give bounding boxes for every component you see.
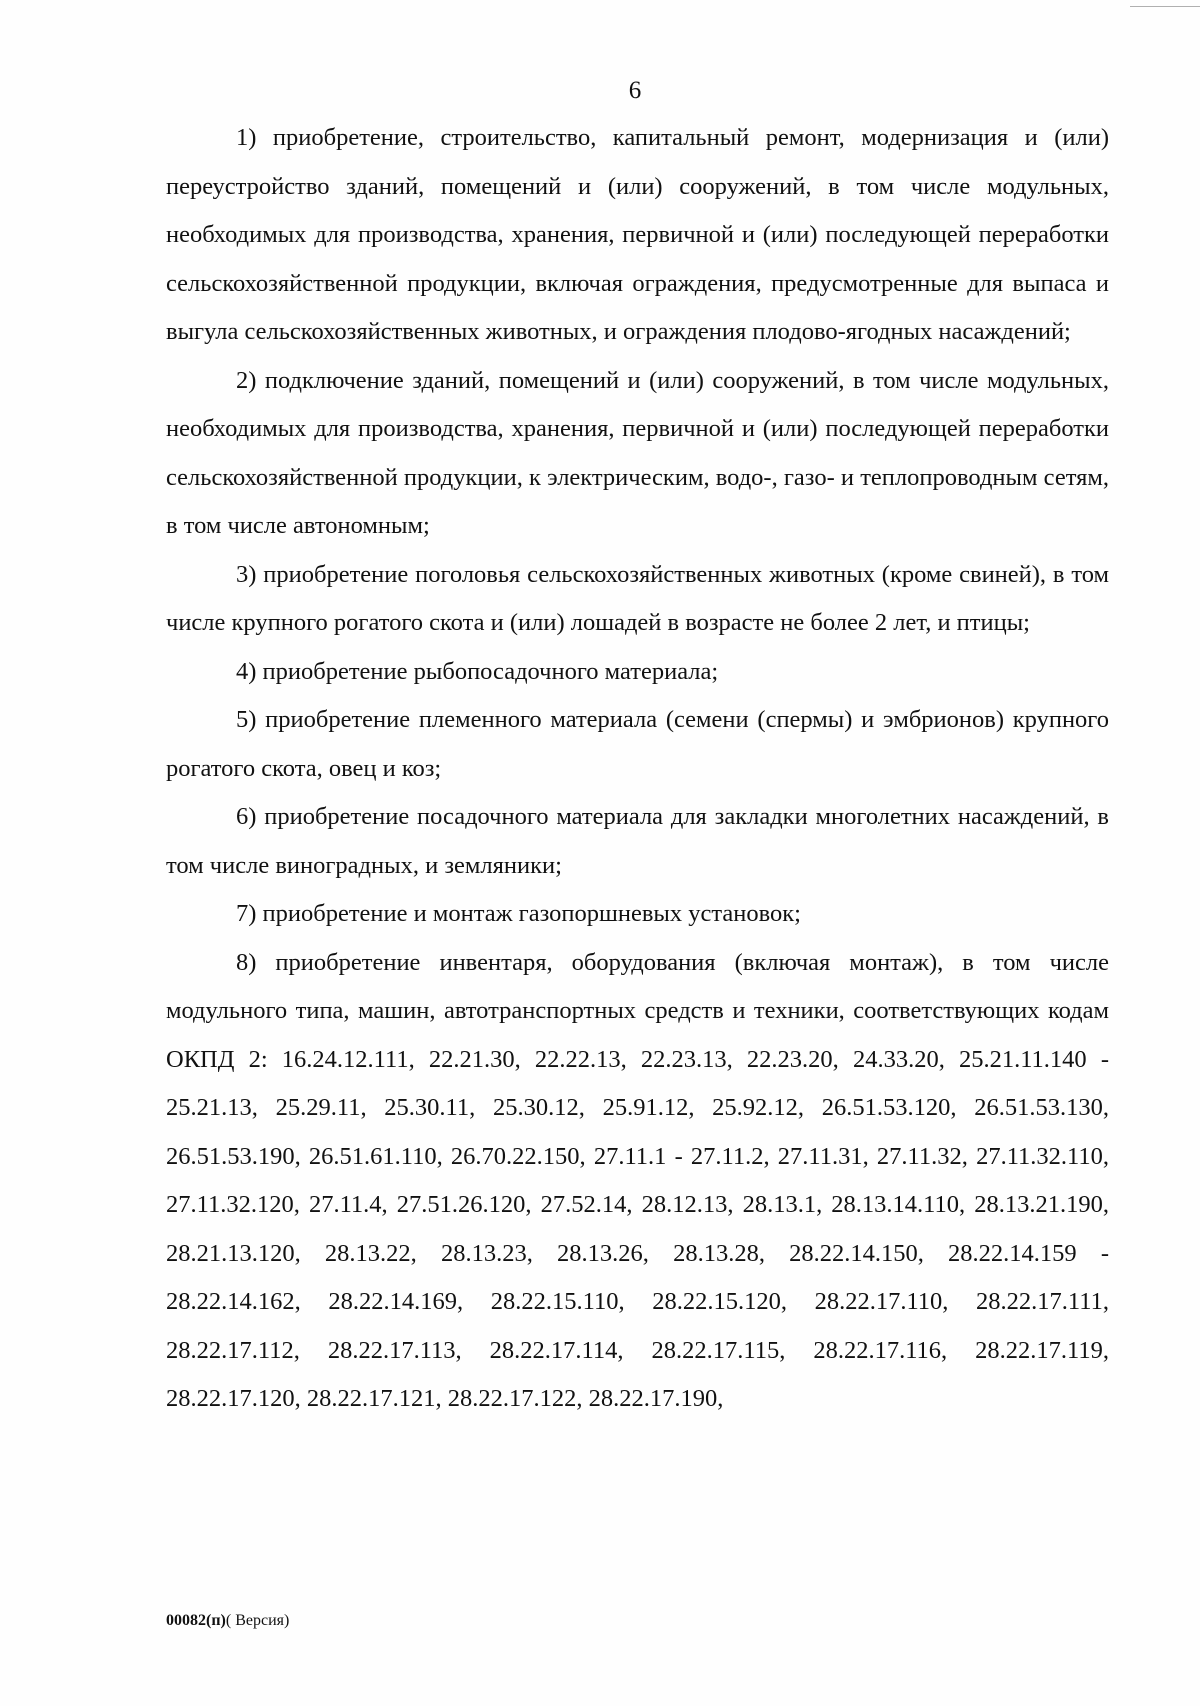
document-body <box>166 114 1109 1424</box>
list-item-5: 5) приобретение племенного материала (семени (спермы) и эмбрионов) крупного рогатого скота, овец и коз; <box>166 706 1109 782</box>
page-number: 6 <box>628 77 642 104</box>
list-item-1: 1) приобретение, строительство, капитальный ремонт, модернизация и (или) переустройство зданий, помещений и (или) сооружений, в том числе модульных, необходимых для производства, хранения, первичной и (или) последующей переработки сельскохозяйственной продукции, включая ограждения, предусмотренные для выпаса и выгула сельскохозяйственных животных, и ограждения плодово-ягодных насаждений; <box>166 124 1109 345</box>
list-item-2: 2) подключение зданий, помещений и (или) сооружений, в том числе модульных, необходимых для производства, хранения, первичной и (или) последующей переработки сельскохозяйственной продукции, к электрическим, водо-, газо- и теплопроводным сетям, в том числе автономным; <box>166 366 1109 539</box>
footer-document-code <box>166 1611 289 1631</box>
list-item-3: 3) приобретение поголовья сельскохозяйственных животных (кроме свиней), в том числе крупного рогатого скота и (или) лошадей в возрасте не более 2 лет, и птицы; <box>166 560 1109 636</box>
footer-version: ( Версия) <box>225 1612 290 1629</box>
footer-code: 00082(п) <box>166 1612 226 1629</box>
list-item-4: 4) приобретение рыбопосадочного материала; <box>236 657 719 685</box>
list-item-7: 7) приобретение и монтаж газопоршневых установок; <box>236 900 801 927</box>
scan-edge-line <box>1130 6 1200 7</box>
list-item-6: 6) приобретение посадочного материала для закладки многолетних насаждений, в том числе виноградных, и земляники; <box>166 803 1109 879</box>
list-item-8: 8) приобретение инвентаря, оборудования (включая монтаж), в том числе модульного типа, машин, автотранспортных средств и техники, соответствующих кодам ОКПД 2: 16.24.12.111, 22.21.30, 22.22.13, 22.23.13, 22.23.20, 24.33.20, 25.21.11.140 - 25.21.13, 25.29.11, 25.30.11, 25.30.12, 25.91.12, 25.92.12, 26.51.53.120, 26.51.53.130, 26.51.53.190, 26.51.61.110, 26.70.22.150, 27.11.1 - 27.11.2, 27.11.31, 27.11.32, 27.11.32.110, 27.11.32.120, 27.11.4, 27.51.26.120, 27.52.14, 28.12.13, 28.13.1, 28.13.14.110, 28.13.21.190, 28.21.13.120, 28.13.22, 28.13.23, 28.13.26, 28.13.28, 28.22.14.150, 28.22.14.159 - 28.22.14.162, 28.22.14.169, 28.22.15.110, 28.22.15.120, 28.22.17.110, 28.22.17.111, 28.22.17.112, 28.22.17.113, 28.22.17.114, 28.22.17.115, 28.22.17.116, 28.22.17.119, 28.22.17.120, 28.22.17.121, 28.22.17.122, 28.22.17.190, <box>166 948 1109 1412</box>
